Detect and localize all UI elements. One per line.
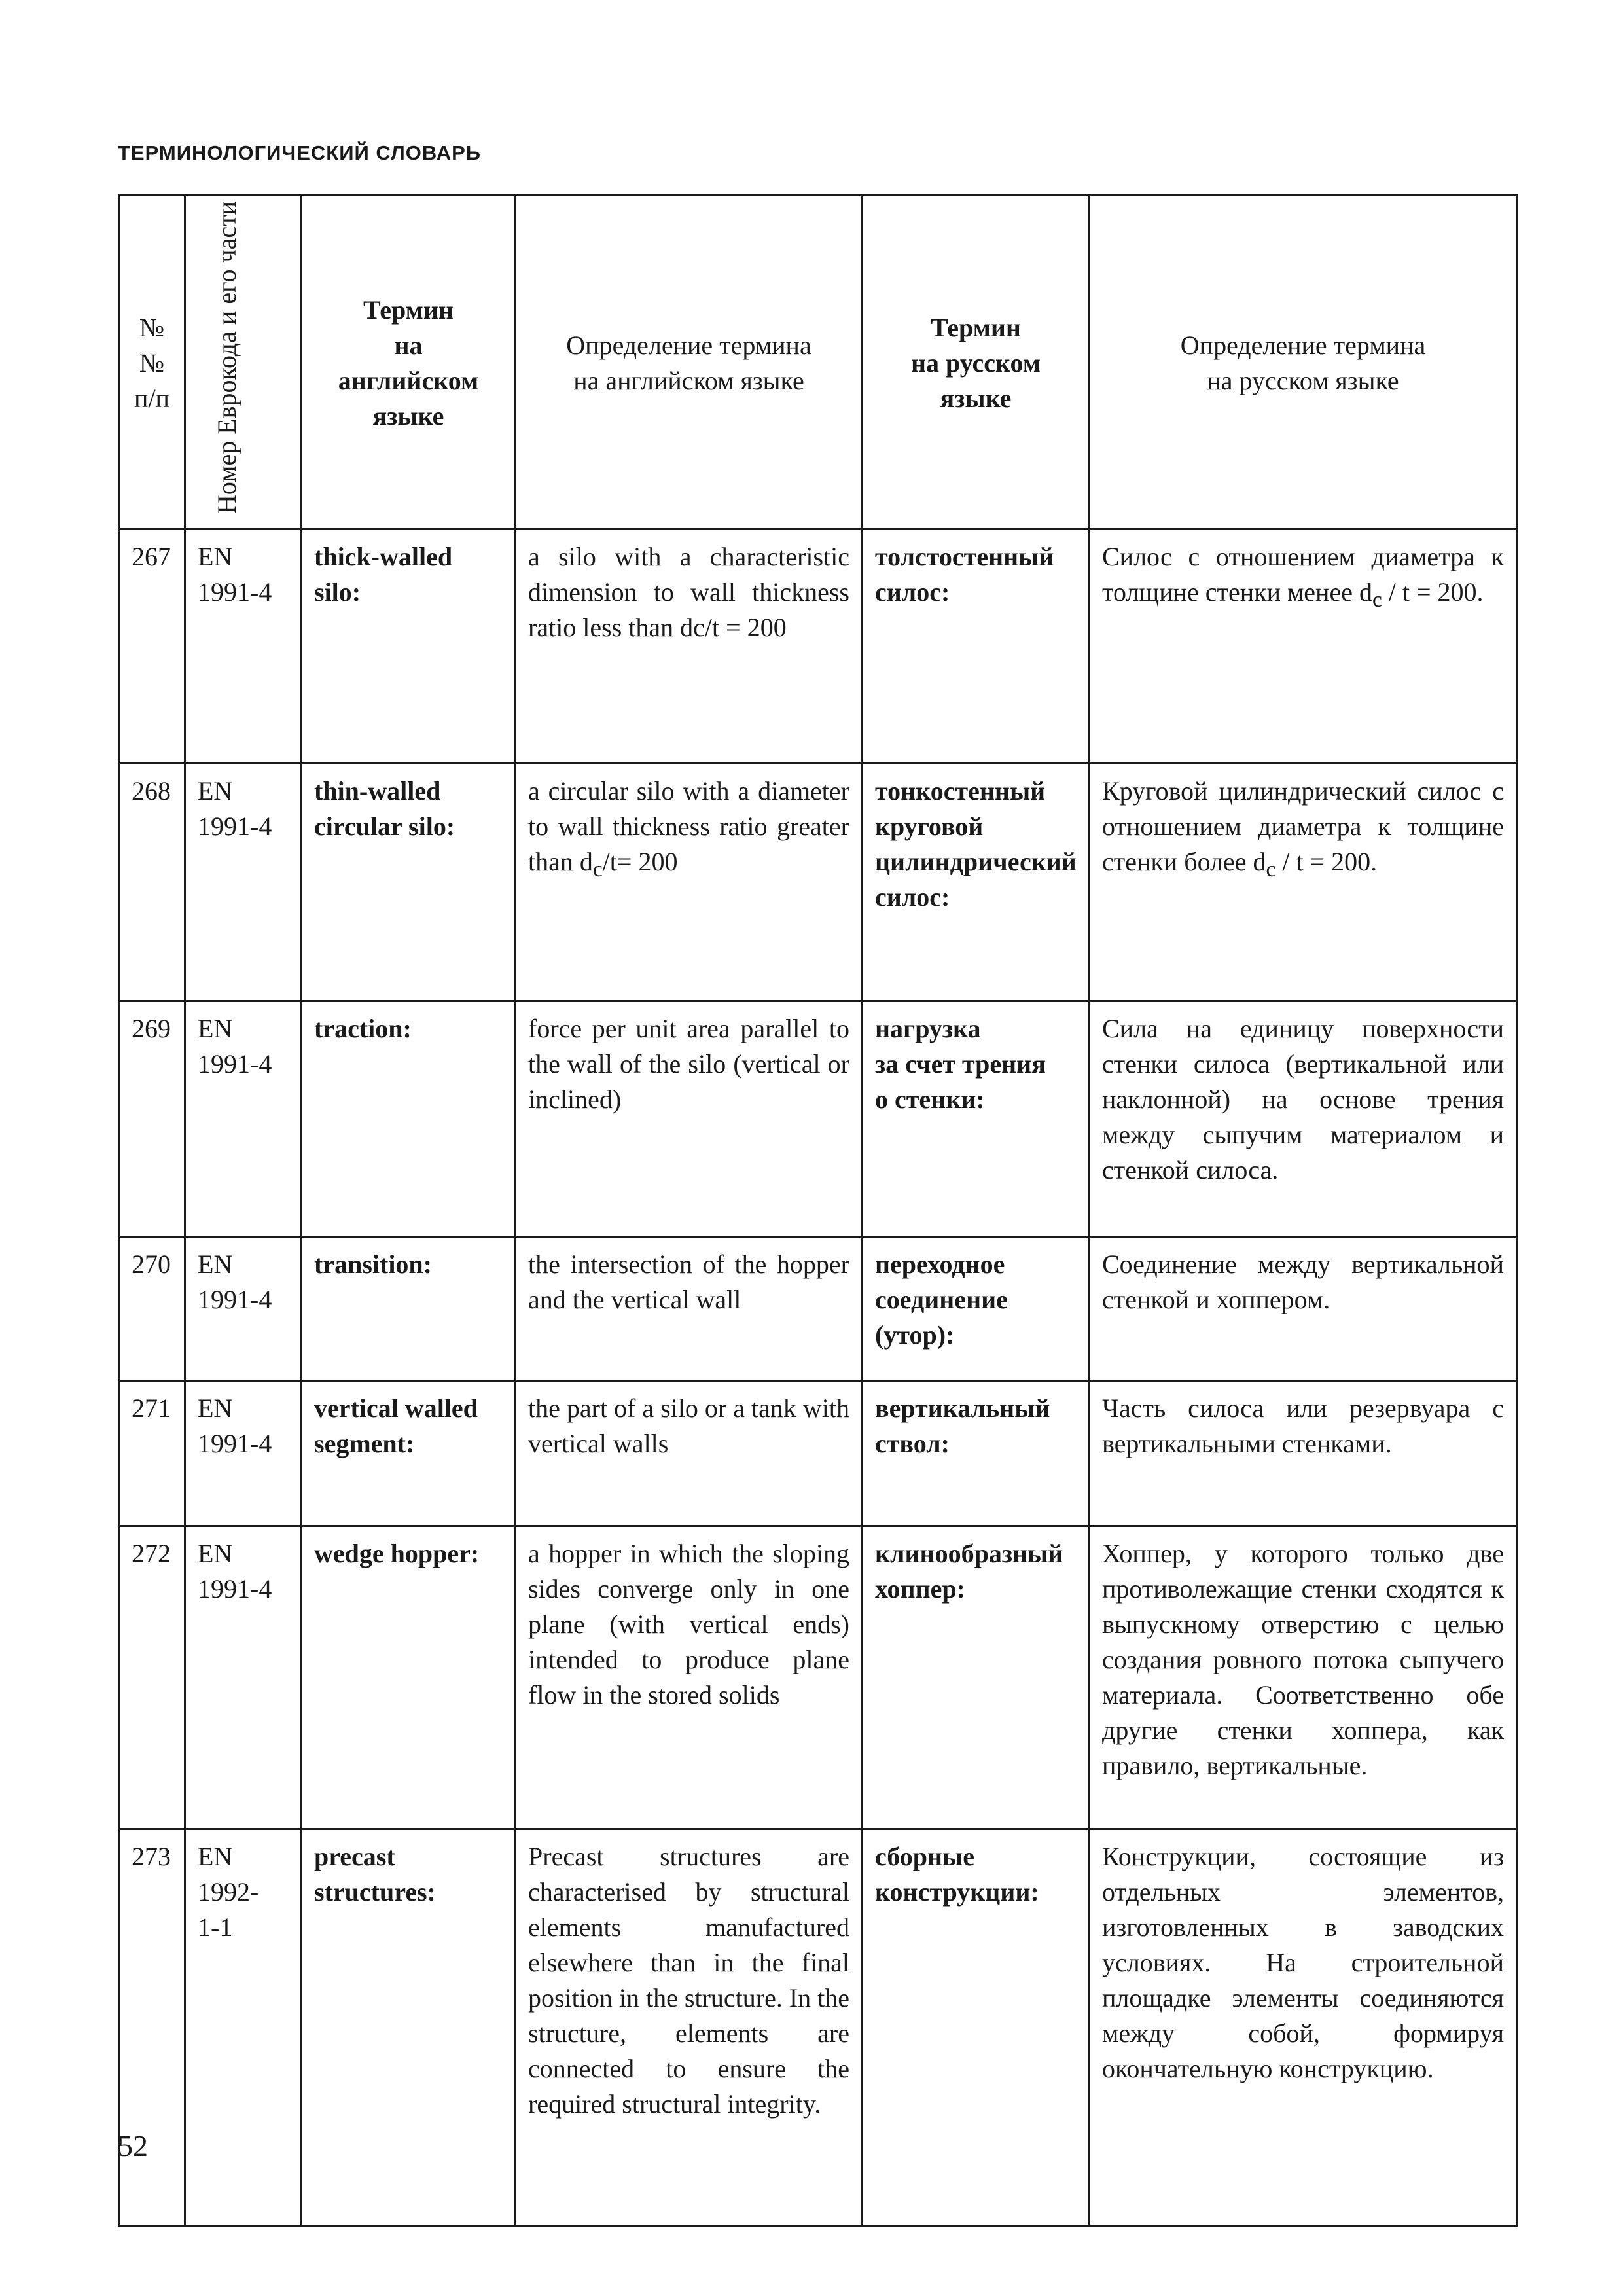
- row-term-ru: нагрузка за счет трения о стенки:: [863, 1001, 1090, 1236]
- row-term-en: traction:: [302, 1001, 516, 1236]
- row-def-en: the intersection of the hopper and the vertical wall: [516, 1236, 863, 1380]
- row-def-en: the part of a silo or a tank with vertical walls: [516, 1380, 863, 1526]
- row-code: EN 1991-4: [185, 763, 302, 1001]
- table-row: [119, 1829, 1517, 2225]
- table-row: [119, 529, 1517, 763]
- row-code: EN 1991-4: [185, 1380, 302, 1526]
- row-term-en: thick-walled silo:: [302, 529, 516, 763]
- row-code: EN 1992- 1-1: [185, 1829, 302, 2225]
- table-row: [119, 1001, 1517, 1236]
- row-code: EN 1991-4: [185, 1236, 302, 1380]
- header-def-en: Определение термина на английском языке: [516, 195, 863, 529]
- row-def-ru: Силос с отношением диаметра к толщине стенки менее $d_c / t = 200$.: [1090, 529, 1517, 763]
- row-num: 267: [119, 529, 185, 763]
- row-term-ru: сборные конструкции:: [863, 1829, 1090, 2225]
- row-def-ru: Хоппер, у которого только две противолежащие стенки сходятся к выпускному отверстию с целью создания ровного потока сыпучего материала. Соответственно обе другие стенки хоппера, как правило, вертикальные.: [1090, 1526, 1517, 1829]
- header-num: №№ п/п: [119, 195, 185, 529]
- row-def-ru: Круговой цилиндрический силос с отношением диаметра к толщине стенки более $d_c / t = 200$.: [1090, 763, 1517, 1001]
- header-code: Номер Еврокода и его части: [185, 195, 302, 529]
- row-code: EN 1991-4: [185, 529, 302, 763]
- table-row: [119, 1526, 1517, 1829]
- row-term-en: wedge hopper:: [302, 1526, 516, 1829]
- row-def-en: force per unit area parallel to the wall of the silo (vertical or inclined): [516, 1001, 863, 1236]
- row-term-en: vertical walled segment:: [302, 1380, 516, 1526]
- table-row: [119, 1380, 1517, 1526]
- table-row: [119, 1236, 1517, 1380]
- row-num: 272: [119, 1526, 185, 1829]
- table-row: [119, 763, 1517, 1001]
- running-header: ТЕРМИНОЛОГИЧЕСКИЙ СЛОВАРЬ: [118, 141, 482, 164]
- row-term-ru: вертикальный ствол:: [863, 1380, 1090, 1526]
- row-num: 270: [119, 1236, 185, 1380]
- row-term-ru: тонкостенный круговой цилиндрический силос:: [863, 763, 1090, 1001]
- row-code: EN 1991-4: [185, 1001, 302, 1236]
- row-code: EN 1991-4: [185, 1526, 302, 1829]
- row-term-ru: клинообразный хоппер:: [863, 1526, 1090, 1829]
- row-num: 273: [119, 1829, 185, 2225]
- row-def-ru: Сила на единицу поверхности стенки силоса (вертикальной или наклонной) на основе трения между сыпучим материалом и стенкой силоса.: [1090, 1001, 1517, 1236]
- glossary-table: [118, 194, 1518, 2227]
- row-def-ru: Конструкции, состоящие из отдельных элементов, изготовленных в заводских условиях. На строительной площадке элементы соединяются между собой, формируя окончательную конструкцию.: [1090, 1829, 1517, 2225]
- row-num: 268: [119, 763, 185, 1001]
- header-term-ru: Термин на русском языке: [863, 195, 1090, 529]
- row-term-en: thin-walled circular silo:: [302, 763, 516, 1001]
- row-def-en: a circular silo with a diameter to wall thickness ratio greater than $d_c/t= 200$: [516, 763, 863, 1001]
- row-num: 269: [119, 1001, 185, 1236]
- row-term-ru: толстостенный силос:: [863, 529, 1090, 763]
- row-def-ru: Соединение между вертикальной стенкой и хоппером.: [1090, 1236, 1517, 1380]
- row-def-en: a silo with a characteristic dimension to wall thickness ratio less than dc/t = 200: [516, 529, 863, 763]
- row-num: 271: [119, 1380, 185, 1526]
- page-number: 52: [118, 2129, 148, 2162]
- row-def-en: a hopper in which the sloping sides converge only in one plane (with vertical ends) intended to produce plane flow in the stored solids: [516, 1526, 863, 1829]
- row-term-en: precast structures:: [302, 1829, 516, 2225]
- row-term-ru: переходное соединение (утор):: [863, 1236, 1090, 1380]
- row-def-en: Precast structures are characterised by structural elements manufactured elsewhere than in the final position in the structure. In the structure, elements are connected to ensure the required structural integrity.: [516, 1829, 863, 2225]
- header-term-en: Термин на английском языке: [302, 195, 516, 529]
- header-def-ru: Определение термина на русском языке: [1090, 195, 1517, 529]
- row-term-en: transition:: [302, 1236, 516, 1380]
- table-header-row: [119, 195, 1517, 529]
- row-def-ru: Часть силоса или резервуара с вертикальными стенками.: [1090, 1380, 1517, 1526]
